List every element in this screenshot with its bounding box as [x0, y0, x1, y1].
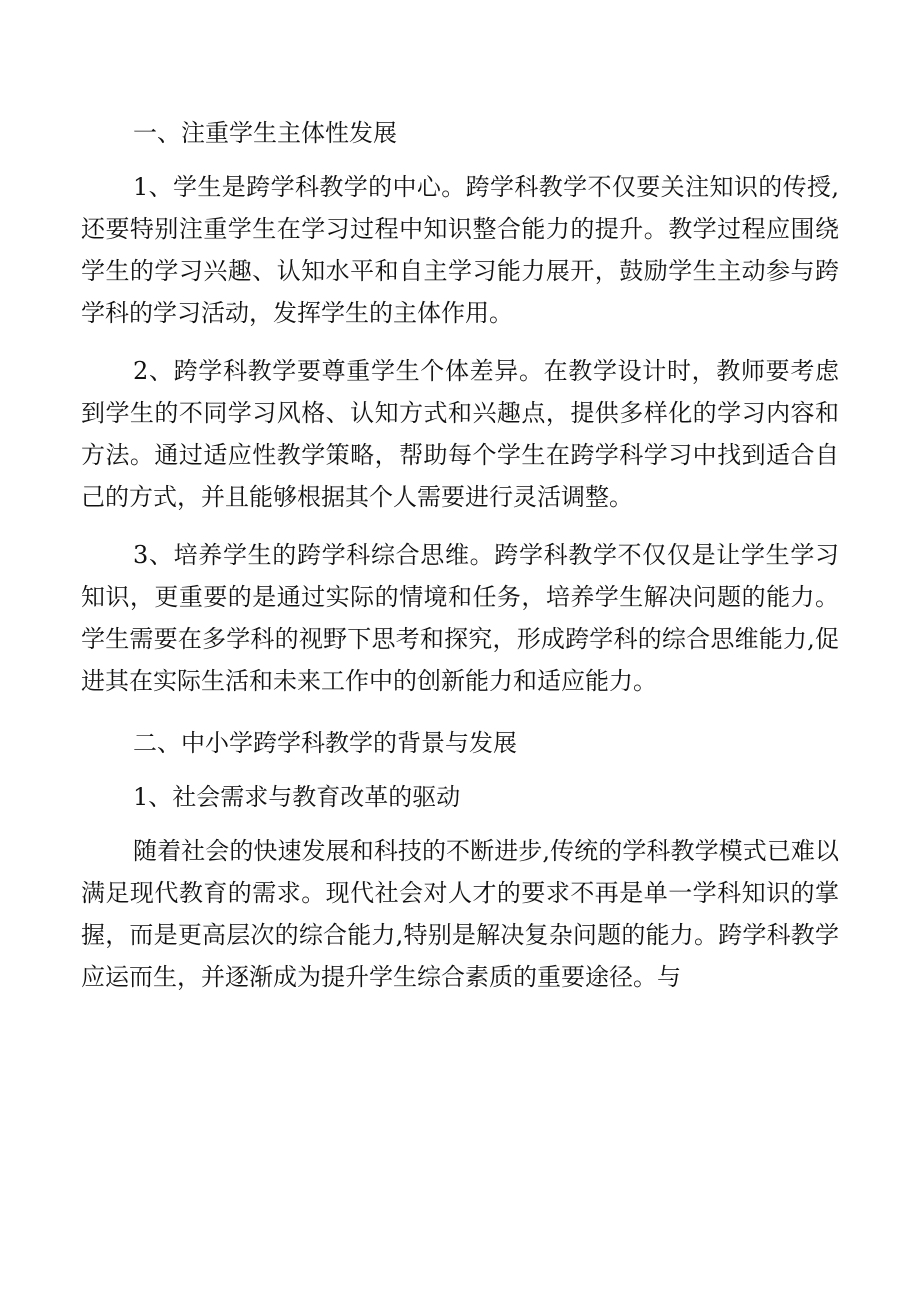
section-heading-1: 一、注重学生主体性发展 — [133, 119, 397, 147]
paragraph-1-2: 2、跨学科教学要尊重学生个体差异。在教学设计时，教师要考虑到学生的不同学习风格、认知方式和兴趣点，提供多样化的学习内容和方法。通过适应性教学策略，帮助每个学生在跨学科学习中找到适合自己的方式，并且能够根据其个人需要进行灵活调整。 — [81, 357, 839, 511]
paragraph-2-1: 随着社会的快速发展和科技的不断进步,传统的学科教学模式已难以满足现代教育的需求。现代社会对人才的要求不再是单一学科知识的掌握，而是更高层次的综合能力,特别是解决复杂问题的能力。跨学科教学应运而生，并逐渐成为提升学生综合素质的重要途径。与 — [81, 837, 839, 991]
paragraph-1-3: 3、培养学生的跨学科综合思维。跨学科教学不仅仅是让学生学习知识，更重要的是通过实际的情境和任务，培养学生解决问题的能力。学生需要在多学科的视野下思考和探究，形成跨学科的综合思维能力,促进其在实际生活和未来工作中的创新能力和适应能力。 — [81, 541, 839, 695]
paragraph-1-1: 1、学生是跨学科教学的中心。跨学科教学不仅要关注知识的传授,还要特别注重学生在学习过程中知识整合能力的提升。教学过程应围绕学生的学习兴趣、认知水平和自主学习能力展开，鼓励学生主动参与跨学科的学习活动，发挥学生的主体作用。 — [81, 173, 839, 327]
document-body — [81, 112, 839, 998]
subsection-heading-2-1: 1、社会需求与教育改革的驱动 — [133, 783, 461, 811]
section-heading-2: 二、中小学跨学科教学的背景与发展 — [133, 729, 517, 757]
